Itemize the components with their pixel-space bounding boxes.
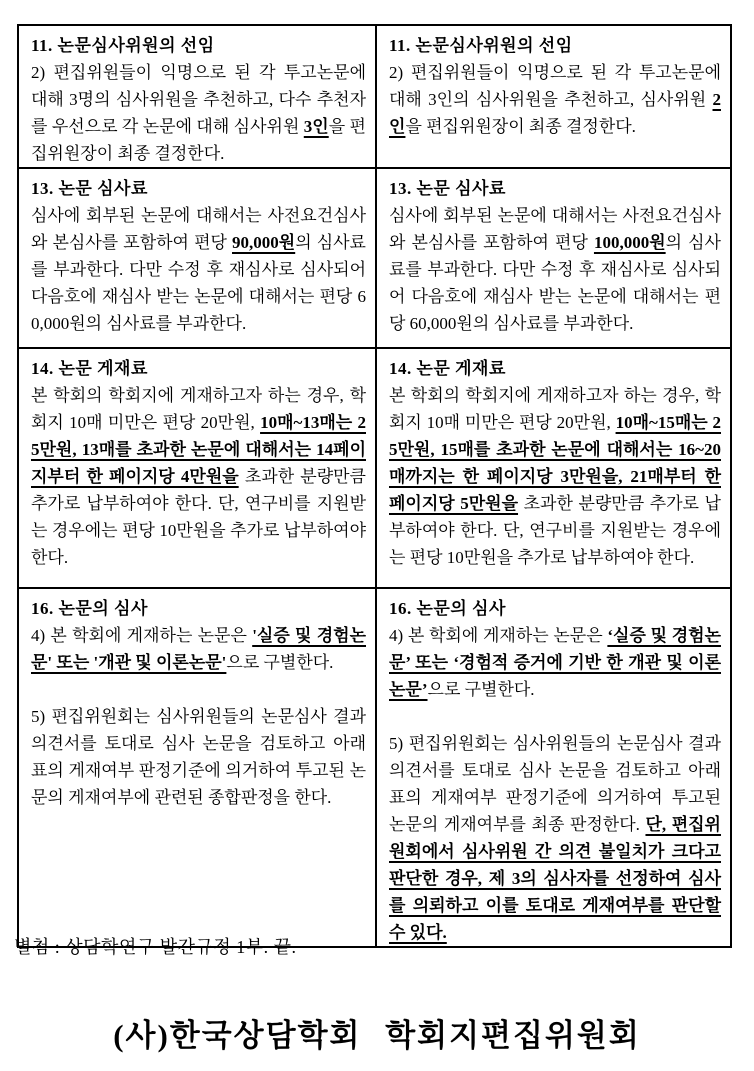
cell-old-reviewer-appointment (18, 25, 376, 168)
cell-new-publication-fee (376, 348, 731, 588)
table-row-paper-review (18, 588, 731, 947)
cell-old-paper-review (18, 588, 376, 947)
section-heading: 14. 논문 게재료 (389, 359, 506, 378)
cell-new-review-fee (376, 168, 731, 348)
section-paragraph: 4) 본 학회에 게재하는 논문은 ‘실증 및 경험논문’ 또는 ‘경험적 증거에 기반 한 개관 및 이론논문’으로 구별한다. (389, 626, 721, 699)
cell-old-review-fee (18, 168, 376, 348)
section-heading: 14. 논문 게재료 (31, 359, 148, 378)
section-heading: 11. 논문심사위원의 선임 (389, 36, 573, 55)
section-heading: 13. 논문 심사료 (31, 179, 148, 198)
attachment-note: 별첨 : 상담학연구 발간규정 1부. 끝. (14, 937, 297, 957)
section-paragraph: 심사에 회부된 논문에 대해서는 사전요건심사와 본심사를 포함하여 편당 90,000원의 심사료를 부과한다. 다만 수정 후 재심사로 심사되어 다음호에 재심사 받는 논문에 대해서는 편당 60,000원의 심사료를 부과한다. (31, 206, 366, 333)
table-row-reviewer-appointment (18, 25, 731, 168)
section-heading: 16. 논문의 심사 (31, 599, 148, 618)
section-paragraph: 4) 본 학회에 게재하는 논문은 '실증 및 경험논문' 또는 '개관 및 이론논문'으로 구별한다. (31, 626, 366, 672)
section-paragraph: 2) 편집위원들이 익명으로 된 각 투고논문에 대해 3인의 심사위원을 추천하고, 심사위원 2인을 편집위원장이 최종 결정한다. (389, 63, 721, 136)
section-paragraph: 5) 편집위원회는 심사위원들의 논문심사 결과 의견서를 토대로 심사 논문을 검토하고 아래 표의 게재여부 판정기준에 의거하여 투고된 논문의 게재여부를 최종 판정한다. 단, 편집위원회에서 심사위원 간 의견 불일치가 크다고 판단한 경우, 제 3의 심사자를 선정하여 심사를 의뢰하고 이를 토대로 게재여부를 판단할 수 있다. (389, 734, 721, 942)
section-paragraph: 본 학회의 학회지에 게재하고자 하는 경우, 학회지 10매 미만은 편당 20만원, 10매~13매는 25만원, 13매를 초과한 논문에 대해서는 14페이지부터 한 페이지당 4만원을 초과한 분량만큼 추가로 납부하여야 한다. 단, 연구비를 지원받는 경우에는 편당 10만원을 추가로 납부하여야 한다. (31, 386, 366, 567)
section-paragraph: 심사에 회부된 논문에 대해서는 사전요건심사와 본심사를 포함하여 편당 100,000원의 심사료를 부과한다. 다만 수정 후 재심사로 심사되어 다음호에 재심사 받는 논문에 대해서는 편당 60,000원의 심사료를 부과한다. (389, 206, 721, 333)
section-heading: 16. 논문의 심사 (389, 599, 506, 618)
regulation-comparison-table (17, 24, 732, 948)
section-heading: 11. 논문심사위원의 선임 (31, 36, 215, 55)
cell-new-reviewer-appointment (376, 25, 731, 168)
section-heading: 13. 논문 심사료 (389, 179, 506, 198)
table-row-review-fee (18, 168, 731, 348)
cell-old-publication-fee (18, 348, 376, 588)
cell-new-paper-review (376, 588, 731, 947)
section-paragraph: 2) 편집위원들이 익명으로 된 각 투고논문에 대해 3명의 심사위원을 추천하고, 다수 추천자를 우선으로 각 논문에 대해 심사위원 3인을 편집위원장이 최종 결정한다. (31, 63, 366, 163)
committee-title: (사)한국상담학회 학회지편집위원회 (113, 1018, 641, 1053)
section-paragraph: 본 학회의 학회지에 게재하고자 하는 경우, 학회지 10매 미만은 편당 20만원, 10매~15매는 25만원, 15매를 초과한 논문에 대해서는 16~20매까지는 한 페이지당 3만원을, 21매부터 한 페이지당 5만원을 초과한 분량만큼 추가로 납부하여야 한다. 단, 연구비를 지원받는 경우에는 편당 10만원을 추가로 납부하여야 한다. (389, 386, 721, 567)
table-row-publication-fee (18, 348, 731, 588)
section-paragraph: 5) 편집위원회는 심사위원들의 논문심사 결과 의견서를 토대로 심사 논문을 검토하고 아래 표의 게재여부 판정기준에 의거하여 투고된 논문의 게재여부에 관련된 종합판정을 한다. (31, 707, 366, 807)
